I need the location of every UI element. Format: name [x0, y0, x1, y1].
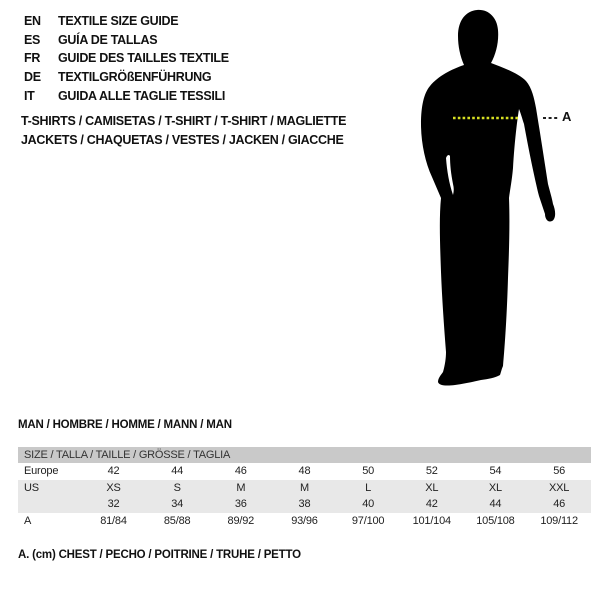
- size-cell: 50: [362, 465, 375, 478]
- size-cell: 105/108: [476, 514, 515, 527]
- language-row-it: [24, 87, 229, 106]
- row-label: Europe: [24, 465, 59, 478]
- garment-categories: [21, 112, 346, 149]
- language-guide-list: [24, 12, 229, 105]
- size-cell: XL: [425, 481, 439, 494]
- table-row-chest: [18, 513, 591, 530]
- language-code: ES: [24, 32, 41, 47]
- size-cell: 44: [489, 498, 502, 511]
- language-row-en: [24, 12, 229, 31]
- size-cell: 54: [489, 465, 502, 478]
- section-heading-man: MAN / HOMBRE / HOMME / MANN / MAN: [18, 419, 232, 431]
- table-row-europe: [18, 463, 591, 480]
- language-code: IT: [24, 88, 35, 103]
- table-row-us: [18, 480, 591, 497]
- size-cell: 109/112: [540, 514, 578, 527]
- table-row-numeric: [18, 496, 591, 513]
- size-cell: 40: [362, 498, 375, 511]
- man-silhouette-figure: [415, 8, 565, 398]
- size-cell: XXL: [549, 481, 570, 494]
- language-code: EN: [24, 14, 41, 28]
- size-cell: 44: [171, 465, 184, 478]
- language-row-es: [24, 31, 229, 50]
- language-title: GUIDA ALLE TAGLIE TESSILI: [58, 88, 226, 103]
- language-row-de: [24, 68, 229, 87]
- size-cell: S: [173, 481, 181, 494]
- row-label: A: [24, 514, 32, 527]
- language-title: TEXTILE SIZE GUIDE: [58, 14, 179, 28]
- language-title: TEXTILGRÖßENFÜHRUNG: [58, 70, 212, 85]
- measurement-footnote: A. (cm) CHEST / PECHO / POITRINE / TRUHE / PETTO: [18, 549, 301, 561]
- row-label: US: [24, 481, 39, 494]
- language-title: GUÍA DE TALLAS: [58, 32, 158, 47]
- size-cell: 85/88: [163, 514, 191, 527]
- size-cell: 89/92: [227, 514, 255, 527]
- size-cell: 34: [171, 498, 184, 511]
- size-cell: 42: [425, 498, 438, 511]
- size-cell: 46: [234, 465, 247, 478]
- size-cell: 48: [298, 465, 311, 478]
- size-table-header-row: [18, 447, 591, 463]
- language-code: DE: [24, 70, 41, 85]
- size-cell: 46: [553, 498, 566, 511]
- size-table-header: SIZE / TALLA / TAILLE / GRÖSSE / TAGLIA: [18, 447, 591, 463]
- language-title: GUIDE DES TAILLES TEXTILE: [58, 51, 229, 66]
- size-cell: 38: [298, 498, 311, 511]
- category-tshirts: T-SHIRTS / CAMISETAS / T-SHIRT / T-SHIRT / MAGLIETTE: [21, 114, 347, 128]
- size-cell: 36: [234, 498, 247, 511]
- language-code: FR: [24, 51, 41, 66]
- measure-label-a: A: [562, 109, 572, 124]
- size-cell: 101/104: [412, 514, 451, 527]
- size-cell: M: [299, 481, 309, 494]
- size-cell: 52: [425, 465, 438, 478]
- size-cell: XL: [488, 481, 502, 494]
- size-cell: 56: [553, 465, 566, 478]
- size-cell: 32: [107, 498, 120, 511]
- size-cell: XS: [106, 481, 121, 494]
- size-cell: M: [236, 481, 246, 494]
- language-row-fr: [24, 49, 229, 68]
- category-jackets: JACKETS / CHAQUETAS / VESTES / JACKEN / GIACCHE: [21, 132, 344, 147]
- row-label: [18, 496, 82, 513]
- size-table: [18, 447, 591, 529]
- size-cell: 42: [107, 465, 120, 478]
- size-cell: 97/100: [351, 514, 385, 527]
- size-cell: L: [365, 481, 372, 494]
- man-silhouette: [421, 10, 555, 386]
- size-cell: 93/96: [291, 514, 318, 527]
- size-cell: 81/84: [100, 514, 127, 527]
